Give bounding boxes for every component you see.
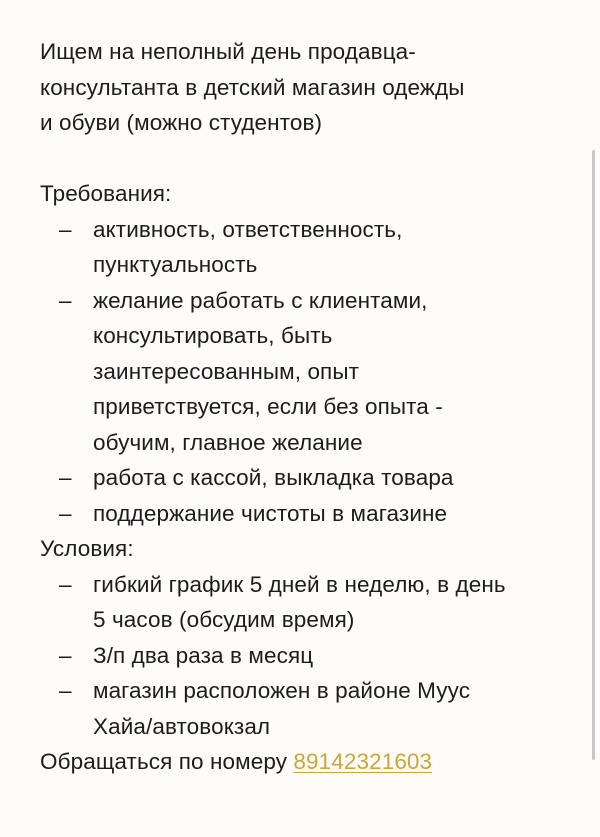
list-item-text: гибкий график 5 дней в неделю, в день <box>93 571 506 597</box>
scrollbar[interactable] <box>592 150 595 760</box>
list-item-text: обучим, главное желание <box>93 429 363 455</box>
list-item-text: приветствуется, если без опыта - <box>93 394 443 419</box>
list-item <box>40 567 570 638</box>
list-item <box>40 212 570 283</box>
dash-bullet: – <box>59 287 72 313</box>
phone-link[interactable]: 89142321603 <box>293 749 433 774</box>
list-item <box>40 673 570 744</box>
list-item-text: работа с кассой, выкладка товара <box>93 465 454 490</box>
list-item-text: заинтересованным, опыт <box>93 358 360 384</box>
list-item-text: Хайа/автовокзал <box>93 713 271 739</box>
requirements-list <box>40 212 570 532</box>
dash-bullet: – <box>59 465 72 490</box>
dash-bullet: – <box>59 678 72 703</box>
contact-label: Обращаться по номеру <box>40 749 288 774</box>
dash-bullet: – <box>59 216 72 242</box>
list-item-text: магазин расположен в районе Муус <box>93 678 471 703</box>
list-item <box>40 496 570 532</box>
list-item-text: желание работать с клиентами, <box>93 287 428 313</box>
dash-bullet: – <box>59 500 72 526</box>
blank-line <box>40 141 570 177</box>
conditions-title: Условия: <box>40 536 134 561</box>
list-item-text: пунктуальность <box>93 252 258 277</box>
list-item-text: 5 часов (обсудим время) <box>93 607 355 632</box>
intro-line: Ищем на неполный день продавца- <box>40 39 416 64</box>
conditions-list <box>40 567 570 745</box>
list-item-text: активность, ответственность, <box>93 216 403 242</box>
list-item-text: консультировать, быть <box>93 323 333 348</box>
requirements-title: Требования: <box>40 181 172 206</box>
contact-line <box>40 744 570 780</box>
intro-line: консультанта в детский магазин одежды <box>40 74 465 100</box>
dash-bullet: – <box>59 642 72 668</box>
intro-line: и обуви (можно студентов) <box>40 110 323 135</box>
list-item <box>40 283 570 461</box>
list-item-text: поддержание чистоты в магазине <box>93 500 448 526</box>
list-item-text: З/п два раза в месяц <box>93 642 314 668</box>
message-body <box>40 34 570 780</box>
list-item <box>40 460 570 496</box>
intro-paragraph <box>40 34 570 141</box>
list-item <box>40 638 570 674</box>
dash-bullet: – <box>59 571 72 597</box>
